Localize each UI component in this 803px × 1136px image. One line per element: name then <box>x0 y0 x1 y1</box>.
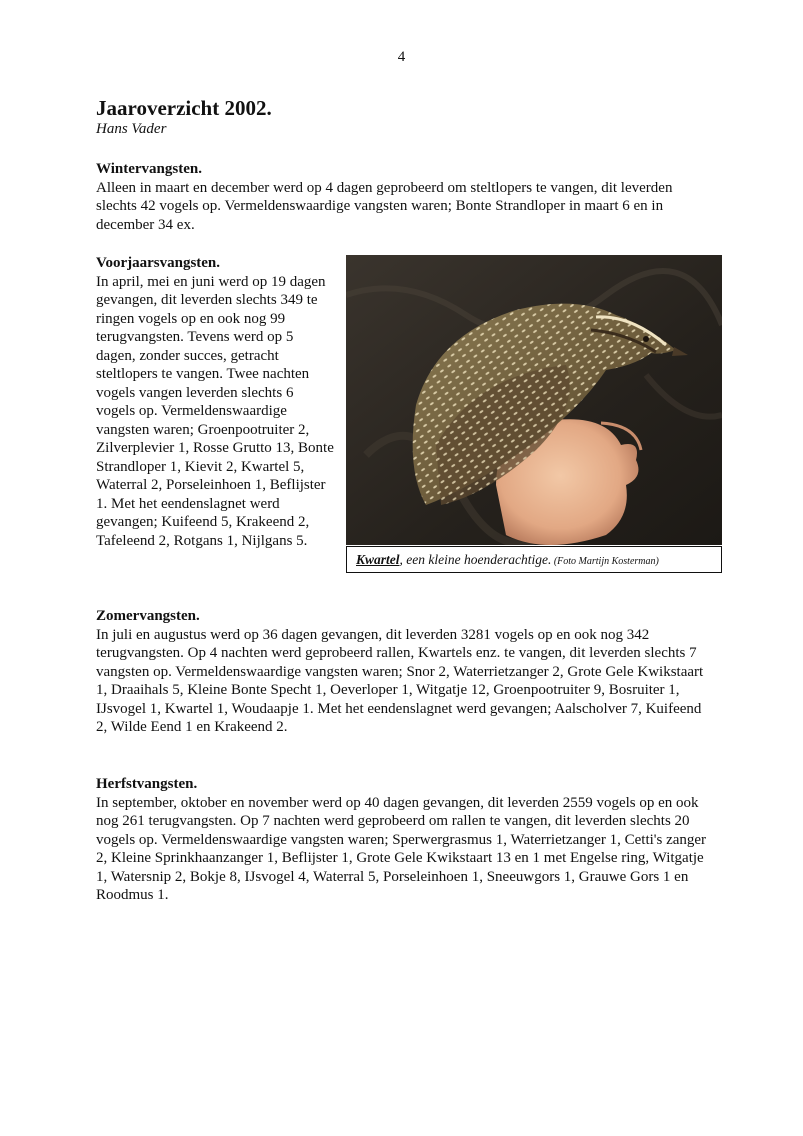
section-text-spring: In april, mei en juni werd op 19 dagen gevangen, dit leverden slechts 349 te ringen vogels op en ook nog 99 terugvangsten. Tevens werd op 5 dagen, zonder succes, getracht steltlopers te vangen. Twee nachten vogels vangen leverden slechts 6 vogels op. Vermeldenswaardige vangsten waren; Groenpootruiter 2, Zilverplevier 1, Rosse Grutto 13, Bonte Strandloper 1, Kievit 2, Kwartel 5, Waterral 2, Porseleinhoen 1, Beflijster 1. Met het eendenslagnet werd gevangen; Kuifeend 5, Krakeend 2, Tafeleend 2, Rotgans 1, Nijlgans 5. <box>96 273 334 549</box>
section-heading-winter: Wintervangsten. <box>96 161 202 177</box>
section-summer <box>96 607 708 737</box>
section-autumn <box>96 775 708 905</box>
section-heading-autumn: Herfstvangsten. <box>96 776 198 792</box>
author-name: Hans Vader <box>96 121 167 137</box>
photo-caption <box>346 546 722 573</box>
section-heading-spring: Voorjaarsvangsten. <box>96 255 221 271</box>
quail-photo <box>346 255 722 545</box>
caption-species: Kwartel <box>356 552 400 567</box>
page-number: 4 <box>397 49 406 65</box>
section-heading-summer: Zomervangsten. <box>96 608 200 624</box>
section-text-winter: Alleen in maart en december werd op 4 dagen geprobeerd om steltlopers te vangen, dit leverden slechts 42 vogels op. Vermeldenswaardige vangsten waren; Bonte Strandloper in maart 6 en in december 34 ex. <box>96 179 673 233</box>
section-text-autumn: In september, oktober en november werd op 40 dagen gevangen, dit leverden 2559 vogels op en ook nog 261 terugvangsten. Op 7 nachten werd geprobeerd om rallen te vangen, dit leverden slechts 20 vogels op. Vermeldenswaardige vangsten waren; Sperwergrasmus 1, Waterrietzanger 1, Cetti's zanger 2, Kleine Sprinkhaanzanger 1, Beflijster 1, Grote Gele Kwikstaart 13 en 1 met Engelse ring, Witgatje 1, Watersnip 2, Bokje 8, IJsvogel 4, Waterral 5, Porseleinhoen 1, Sneeuwgors 1, Grauwe Gors 1 en Roodmus 1. <box>96 794 707 903</box>
section-winter <box>96 160 708 234</box>
section-text-summer: In juli en augustus werd op 36 dagen gevangen, dit leverden 3281 vogels op en ook nog 342 terugvangsten. Op 4 nachten werd geprobeerd rallen, Kwartels enz. te vangen, dit leverden slechts 7 vangsten op. Vermeldenswaardige vangsten waren; Snor 2, Waterrietzanger 2, Grote Gele Kwikstaart 1, Draaihals 5, Kleine Bonte Specht 1, Oeverloper 1, Witgatje 12, Groenpootruiter 9, Bosruiter 1, IJsvogel 1, Kwartel 1, Woudaapje 1. Met het eendenslagnet werd gevangen; Aalscholver 7, Kuifeend 2, Wilde Eend 1 en Krakeend 2. <box>96 626 704 735</box>
caption-text: , een kleine hoenderachtige. <box>399 552 552 567</box>
page-title: Jaaroverzicht 2002. <box>96 96 272 120</box>
caption-credit: (Foto Martijn Kosterman) <box>551 556 659 567</box>
section-spring <box>96 254 336 550</box>
